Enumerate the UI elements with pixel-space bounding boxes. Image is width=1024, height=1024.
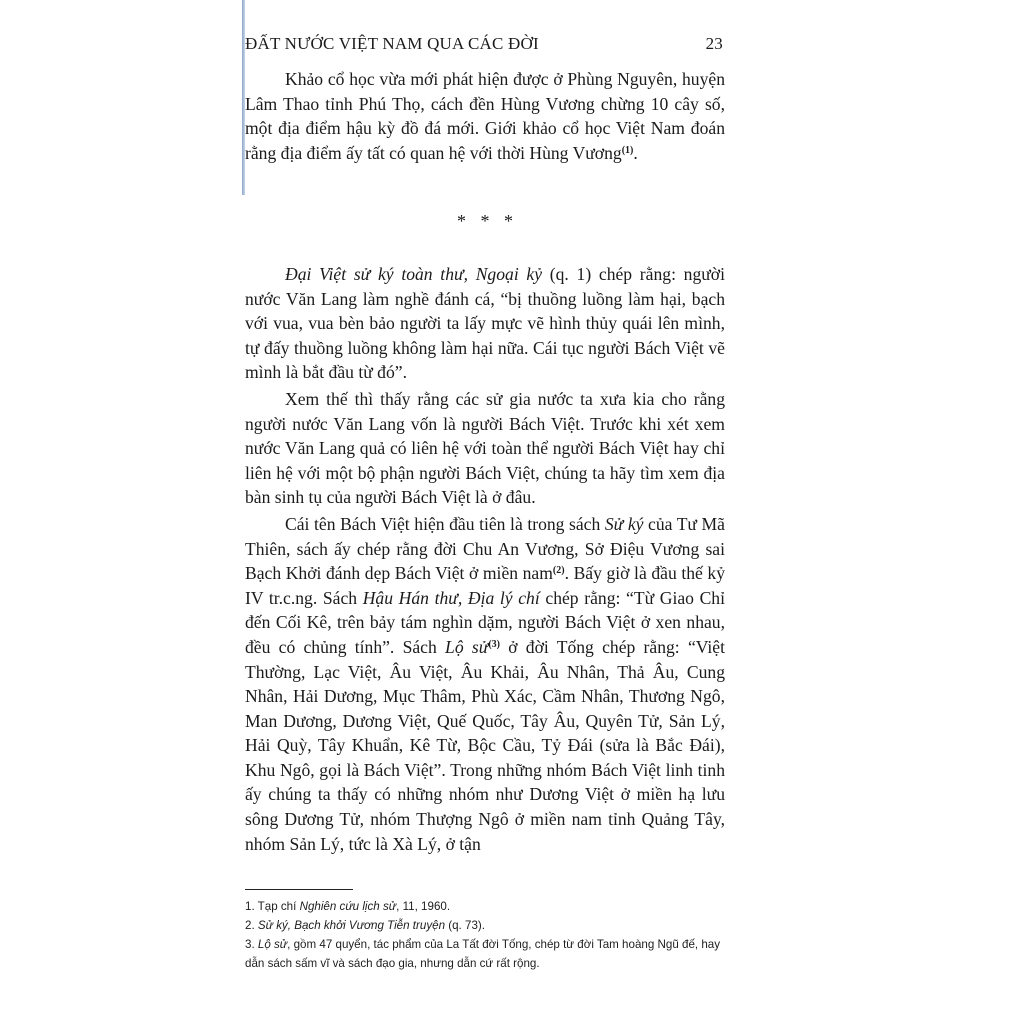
paragraph-4-book-title-2: Hậu Hán thư, Địa lý chí: [362, 587, 540, 608]
footnote-3: [245, 935, 725, 973]
footnote-2: [245, 916, 725, 935]
footnote-3-text-b: , gồm 47 quyển, tác phẩm của La Tất đời Tống, chép từ đời Tam hoàng Ngũ đế, hay dẫn sách sấm vĩ và sách đạo gia, nhưng dẫn cứ rất rộng.: [245, 938, 721, 970]
body-block-top: [245, 67, 725, 165]
paragraph-4: [245, 512, 725, 856]
footnote-2-text-b: (q. 73).: [445, 919, 485, 932]
paragraph-4-text-4: chép rằng: “Từ Giao Chỉ đến Cối Kê, trên bảy tám nghìn dặm, người Bách Việt ở xen nhau, đều có chủng tính”. Sách: [245, 587, 725, 657]
paragraph-4-text-3: . Bấy giờ là đầu thế kỷ IV tr.c.ng. Sách: [245, 563, 725, 608]
paragraph-2: [245, 262, 725, 385]
paragraph-2-text: (q. 1) chép rằng: người nước Văn Lang làm nghề đánh cá, “bị thuồng luồng làm hại, bạch với vua, vua bèn bảo người ta lấy mực vẽ hình thủy quái lên mình, tự đấy thuồng luồng không làm hại nữa. Cái tục người Bách Việt vẽ mình là bắt đầu từ đó”.: [245, 264, 725, 383]
paragraph-1-end: .: [633, 142, 638, 163]
footnote-divider: [245, 889, 353, 890]
page-number: 23: [705, 34, 723, 53]
paragraph-4-text-2: của Tư Mã Thiên, sách ấy chép rằng đời Chu An Vương, Sở Điệu Vương sai Bạch Khởi đánh dẹp Bách Việt ở miền nam: [245, 513, 725, 584]
footnote-ref-1: (1): [621, 144, 634, 156]
paragraph-1: [245, 67, 725, 165]
footnote-ref-3: (3): [488, 638, 500, 650]
paragraph-4-text-1: Cái tên Bách Việt hiện đầu tiên là trong sách: [285, 513, 605, 534]
body-block-main: [245, 262, 725, 856]
running-header-title: ĐẤT NƯỚC VIỆT NAM QUA CÁC ĐỜI: [245, 34, 539, 53]
footnote-1: [245, 897, 725, 916]
footnote-2-title: Sử ký, Bạch khởi Vương Tiễn truyện: [257, 919, 446, 932]
running-header: [245, 34, 723, 56]
footnote-1-title: Nghiên cứu lịch sử: [299, 900, 397, 913]
paragraph-3: Xem thế thì thấy rằng các sử gia nước ta xưa kia cho rằng người nước Văn Lang vốn là người Bách Việt. Trước khi xét xem nước Văn Lang quả có liên hệ với toàn thể người Bách Việt hay chỉ liên hệ với một bộ phận người Bách Việt, chúng ta hãy tìm xem địa bàn sinh tụ của người Bách Việt là ở đâu.: [245, 388, 725, 508]
footnote-2-text-a: 2.: [245, 919, 258, 932]
paragraph-4-book-title-1: Sử ký: [604, 513, 644, 534]
footnote-1-text-a: 1. Tạp chí: [245, 900, 300, 913]
footnotes: [245, 897, 725, 973]
footnote-ref-2: (2): [552, 565, 565, 577]
paragraph-4-text-5: ở đời Tống chép rằng: “Việt Thường, Lạc Việt, Âu Việt, Âu Khải, Âu Nhân, Thả Âu, Cung Nhân, Hải Dương, Mục Thâm, Phù Xác, Cầm Nhân, Thương Ngô, Man Dương, Dương Việt, Quế Quốc, Tây Âu, Quyên Tử, Sản Lý, Hải Quỳ, Tây Khuẩn, Kê Từ, Bộc Cầu, Tỷ Đái (sửa là Bắc Đái), Khu Ngô, gọi là Bách Việt”. Trong những nhóm Bách Việt linh tinh ấy chúng ta thấy có những nhóm như Dương Việt ở miền hạ lưu sông Dương Tử, nhóm Thượng Ngô ở miền nam tỉnh Quảng Tây, nhóm Sản Lý, tức là Xà Lý, ở tận: [245, 636, 725, 854]
footnote-3-title: Lộ sử: [257, 938, 288, 951]
paragraph-4-book-title-3: Lộ sử: [445, 636, 489, 657]
paragraph-2-book-title: Đại Việt sử ký toàn thư, Ngoại kỷ: [285, 264, 543, 284]
section-separator: * * *: [457, 211, 513, 231]
paragraph-1-text: Khảo cổ học vừa mới phát hiện được ở Phùng Nguyên, huyện Lâm Thao tỉnh Phú Thọ, cách đền Hùng Vương chừng 10 cây số, một địa điểm hậu kỳ đồ đá mới. Giới khảo cổ học Việt Nam đoán rằng địa điểm ấy tất có quan hệ với thời Hùng Vương: [245, 69, 725, 163]
footnote-3-text-a: 3.: [245, 938, 258, 951]
footnote-1-text-b: , 11, 1960.: [396, 900, 451, 913]
